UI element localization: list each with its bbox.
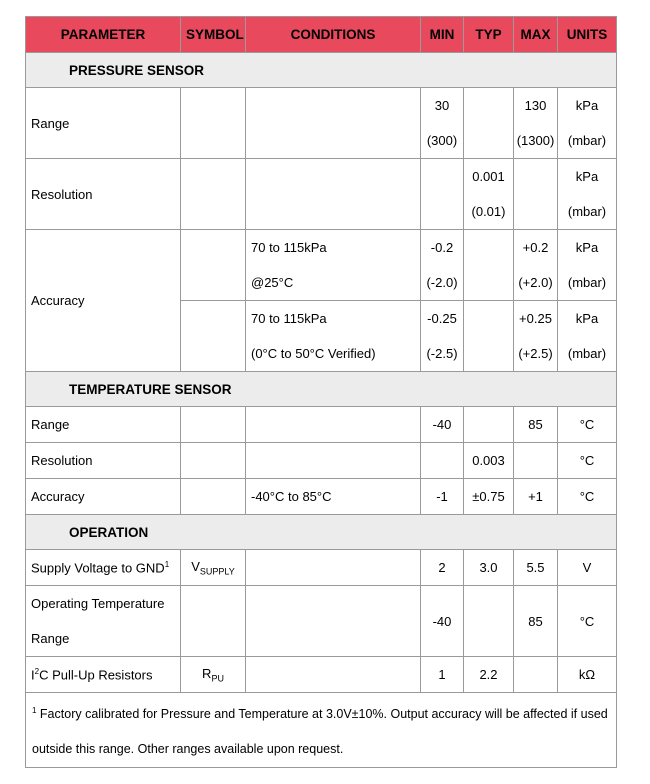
- max-cell: [514, 657, 558, 693]
- spec-table: [25, 16, 617, 768]
- typ-cell: 3.0: [464, 550, 514, 586]
- conditions-cell: [246, 443, 421, 479]
- value: 70 to 115kPa: [251, 240, 327, 255]
- col-units: UNITS: [558, 17, 617, 53]
- param-cell: [26, 586, 181, 657]
- typ-cell: [464, 407, 514, 443]
- param-cell: Resolution: [26, 443, 181, 479]
- min-cell: 2: [421, 550, 464, 586]
- unit-cell: [558, 159, 617, 230]
- param-cell: Resolution: [26, 159, 181, 230]
- table-row: [26, 159, 617, 230]
- value: (1300): [516, 133, 555, 148]
- section-row: [26, 372, 617, 407]
- col-symbol: SYMBOL: [181, 17, 246, 53]
- conditions-cell: [246, 88, 421, 159]
- value: (0.01): [471, 204, 506, 219]
- value: 0.001: [472, 169, 505, 184]
- unit-cell: °C: [558, 586, 617, 657]
- table-row: [26, 88, 617, 159]
- value: kPa: [575, 169, 599, 184]
- value: (mbar): [567, 133, 607, 148]
- max-cell: 85: [514, 586, 558, 657]
- table-row: [26, 443, 617, 479]
- min-cell: [421, 230, 464, 301]
- value: 70 to 115kPa: [251, 311, 327, 326]
- min-cell: 1: [421, 657, 464, 693]
- max-cell: [514, 301, 558, 372]
- table-row: [26, 230, 617, 301]
- footnote: [26, 693, 617, 768]
- max-cell: [514, 230, 558, 301]
- symbol-cell: [181, 159, 246, 230]
- col-max: MAX: [514, 17, 558, 53]
- conditions-cell: [246, 230, 421, 301]
- conditions-cell: -40°C to 85°C: [246, 479, 421, 515]
- symbol-sub: PU: [211, 673, 224, 684]
- symbol-cell: [181, 88, 246, 159]
- conditions-cell: [246, 407, 421, 443]
- value: (-2.0): [426, 275, 458, 290]
- max-cell: [514, 159, 558, 230]
- footnote-text: Factory calibrated for Pressure and Temperature at 3.0V±10%. Output accuracy will be affected if used outside this range. Other ranges available upon request.: [32, 707, 608, 757]
- unit-cell: [558, 88, 617, 159]
- conditions-cell: [246, 550, 421, 586]
- symbol-cell: [181, 586, 246, 657]
- unit-cell: kΩ: [558, 657, 617, 693]
- symbol-sub: SUPPLY: [199, 566, 235, 577]
- col-parameter: PARAMETER: [26, 17, 181, 53]
- value: (300): [426, 133, 458, 148]
- typ-cell: [464, 88, 514, 159]
- max-cell: +1: [514, 479, 558, 515]
- value: Range: [31, 631, 70, 646]
- typ-cell: ±0.75: [464, 479, 514, 515]
- section-row: [26, 515, 617, 550]
- value: (mbar): [567, 204, 607, 219]
- symbol-cell: [181, 657, 246, 693]
- param-cell: [26, 657, 181, 693]
- conditions-cell: [246, 657, 421, 693]
- value: (+2.5): [518, 346, 553, 361]
- table-row: [26, 479, 617, 515]
- unit-cell: °C: [558, 443, 617, 479]
- section-operation: OPERATION: [26, 515, 617, 550]
- param-label: I: [31, 667, 35, 683]
- col-min: MIN: [421, 17, 464, 53]
- unit-cell: [558, 230, 617, 301]
- value: (0°C to 50°C Verified): [251, 346, 376, 361]
- footnote-mark: 1: [32, 706, 37, 715]
- min-cell: -40: [421, 586, 464, 657]
- typ-cell: [464, 301, 514, 372]
- footnote-ref: 1: [164, 559, 170, 569]
- symbol-cell: [181, 443, 246, 479]
- conditions-cell: [246, 586, 421, 657]
- min-cell: [421, 301, 464, 372]
- col-typ: TYP: [464, 17, 514, 53]
- table-row: [26, 550, 617, 586]
- value: +0.25: [519, 311, 552, 326]
- symbol-cell: [181, 550, 246, 586]
- max-cell: [514, 88, 558, 159]
- max-cell: 5.5: [514, 550, 558, 586]
- value: @25°C: [251, 275, 294, 290]
- footnote-row: [26, 693, 617, 768]
- param-cell: Range: [26, 88, 181, 159]
- table-row: [26, 407, 617, 443]
- param-cell: Range: [26, 407, 181, 443]
- typ-cell: 0.003: [464, 443, 514, 479]
- value: kPa: [575, 311, 599, 326]
- value: (mbar): [567, 346, 607, 361]
- symbol-cell: [181, 479, 246, 515]
- value: kPa: [575, 98, 599, 113]
- value: 130: [524, 98, 547, 113]
- min-cell: [421, 159, 464, 230]
- symbol-cell: [181, 301, 246, 372]
- section-temperature: TEMPERATURE SENSOR: [26, 372, 617, 407]
- value: kPa: [575, 240, 599, 255]
- table-row: [26, 657, 617, 693]
- param-cell: [26, 550, 181, 586]
- min-cell: [421, 88, 464, 159]
- superscript: 2: [34, 666, 40, 676]
- unit-cell: [558, 301, 617, 372]
- value: Operating Temperature: [31, 596, 165, 611]
- section-row: [26, 53, 617, 88]
- value: (mbar): [567, 275, 607, 290]
- max-cell: [514, 443, 558, 479]
- conditions-cell: [246, 159, 421, 230]
- symbol-main: V: [191, 558, 200, 574]
- symbol-cell: [181, 230, 246, 301]
- value: -0.2: [430, 240, 454, 255]
- unit-cell: °C: [558, 479, 617, 515]
- max-cell: 85: [514, 407, 558, 443]
- typ-cell: 2.2: [464, 657, 514, 693]
- param-cell: Accuracy: [26, 479, 181, 515]
- unit-cell: °C: [558, 407, 617, 443]
- typ-cell: [464, 586, 514, 657]
- table-row: [26, 586, 617, 657]
- value: (+2.0): [518, 275, 553, 290]
- conditions-cell: [246, 301, 421, 372]
- typ-cell: [464, 159, 514, 230]
- value: +0.2: [522, 240, 549, 255]
- param-label: C Pull-Up Resistors: [39, 667, 153, 683]
- section-pressure: PRESSURE SENSOR: [26, 53, 617, 88]
- header-row: [26, 17, 617, 53]
- symbol-cell: [181, 407, 246, 443]
- typ-cell: [464, 230, 514, 301]
- param-label: Supply Voltage to GND: [31, 560, 165, 576]
- value: 30: [434, 98, 450, 113]
- unit-cell: V: [558, 550, 617, 586]
- param-cell: Accuracy: [26, 230, 181, 372]
- symbol-main: R: [202, 665, 212, 681]
- min-cell: -1: [421, 479, 464, 515]
- min-cell: -40: [421, 407, 464, 443]
- col-conditions: CONDITIONS: [246, 17, 421, 53]
- value: (-2.5): [426, 346, 458, 361]
- min-cell: [421, 443, 464, 479]
- value: -0.25: [427, 311, 457, 326]
